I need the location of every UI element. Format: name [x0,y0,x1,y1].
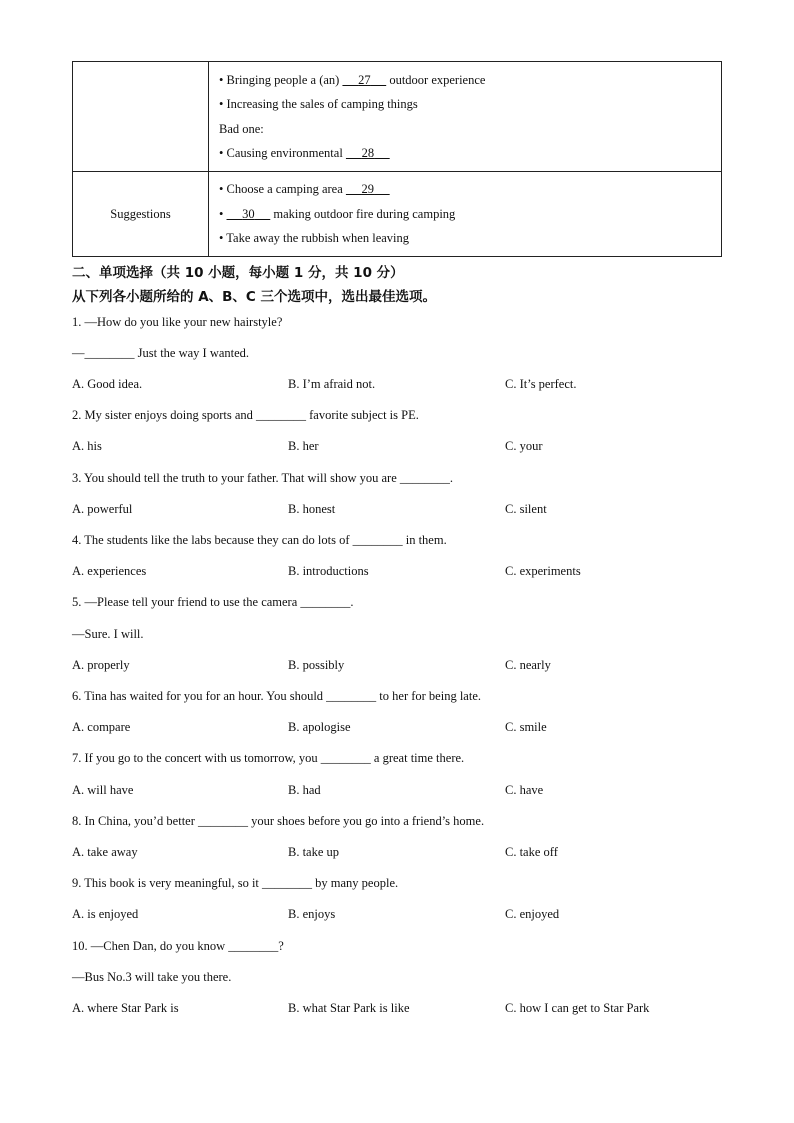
option-b[interactable]: B. introductions [288,564,369,578]
option-b[interactable]: B. what Star Park is like [288,1001,410,1015]
option-a[interactable]: A. where Star Park is [72,1001,179,1015]
option-c[interactable]: C. your [505,439,543,453]
question-10-options [72,1001,722,1019]
option-a[interactable]: A. experiences [72,564,147,578]
question-2-line-1: 2. My sister enjoys doing sports and ________ favorite subject is PE. [72,408,419,422]
question-10-line-2: —Bus No.3 will take you there. [72,970,232,984]
option-a[interactable]: A. Good idea. [72,377,143,391]
option-b[interactable]: B. apologise [288,720,351,734]
bullet-line: • Bringing people a (an) 27 outdoor experience [219,68,721,93]
option-c[interactable]: C. smile [505,720,547,734]
blank-27: 27 [358,72,371,87]
blank-30: 30 [242,206,255,221]
question-4-line-1: 4. The students like the labs because they can do lots of ________ in them. [72,533,447,547]
table-row [73,62,722,172]
blank-29: 29 [361,182,375,197]
question-1-options [72,377,722,395]
table-row [73,172,722,257]
question-4-options [72,564,722,582]
option-c[interactable]: C. nearly [505,658,551,672]
option-b[interactable]: B. enjoys [288,907,336,921]
option-b[interactable]: B. take up [288,845,340,859]
blank-28: 28 [361,146,375,160]
question-6-line-1: 6. Tina has waited for you for an hour. You should ________ to her for being late. [72,689,481,703]
option-b[interactable]: B. had [288,783,321,797]
option-a[interactable]: A. properly [72,658,130,672]
option-c[interactable]: C. have [505,783,544,797]
table-label-suggestions: Suggestions [73,172,209,257]
camping-info-table [72,61,722,257]
question-8-options [72,845,722,863]
option-a[interactable]: A. is enjoyed [72,907,139,921]
option-a[interactable]: A. take away [72,845,138,859]
option-c[interactable]: C. silent [505,502,547,516]
question-5-options [72,658,722,676]
option-b[interactable]: B. I’m afraid not. [288,377,376,391]
bullet-line: • Take away the rubbish when leaving [219,231,410,246]
question-9-line-1: 9. This book is very meaningful, so it ________ by many people. [72,876,399,890]
section-title: 二、单项选择（共 10 小题，每小题 1 分，共 10 分） [72,265,404,281]
table-content-cell [209,62,722,172]
question-6-options [72,720,722,738]
question-2-options [72,439,722,457]
question-3-line-1: 3. You should tell the truth to your father. That will show you are ________. [72,471,453,485]
option-c[interactable]: C. It’s perfect. [505,377,577,391]
bullet-line: • Causing environmental 28 [219,141,721,166]
bad-one-label: Bad one: [219,121,264,136]
question-7-line-1: 7. If you go to the concert with us tomorrow, you ________ a great time there. [72,751,465,765]
question-5-line-2: —Sure. I will. [72,627,144,641]
table-content-cell [209,172,722,257]
table-label-cell-empty [73,62,209,172]
option-c[interactable]: C. how I can get to Star Park [505,1001,650,1015]
question-7-options [72,783,722,801]
question-3-options [72,502,722,520]
question-5-line-1: 5. —Please tell your friend to use the camera ________. [72,595,354,609]
question-9-options [72,907,722,925]
option-b[interactable]: B. her [288,439,319,453]
option-a[interactable]: A. his [72,439,102,453]
bullet-line: • Choose a camping area 29 [219,177,721,202]
section-instruction: 从下列各小题所给的 A、B、C 三个选项中，选出最佳选项。 [72,289,437,305]
option-c[interactable]: C. enjoyed [505,907,560,921]
question-1-line-2: —________ Just the way I wanted. [72,346,250,360]
option-a[interactable]: A. will have [72,783,134,797]
bullet-line: • 30 making outdoor fire during camping [219,202,721,227]
question-8-line-1: 8. In China, you’d better ________ your shoes before you go into a friend’s home. [72,814,485,828]
option-a[interactable]: A. compare [72,720,131,734]
option-b[interactable]: B. honest [288,502,336,516]
option-a[interactable]: A. powerful [72,502,133,516]
bullet-line: • Increasing the sales of camping things [219,97,418,111]
option-c[interactable]: C. take off [505,845,558,859]
option-c[interactable]: C. experiments [505,564,581,578]
option-b[interactable]: B. possibly [288,658,345,672]
question-10-line-1: 10. —Chen Dan, do you know ________? [72,939,284,953]
question-1-line-1: 1. —How do you like your new hairstyle? [72,315,283,329]
